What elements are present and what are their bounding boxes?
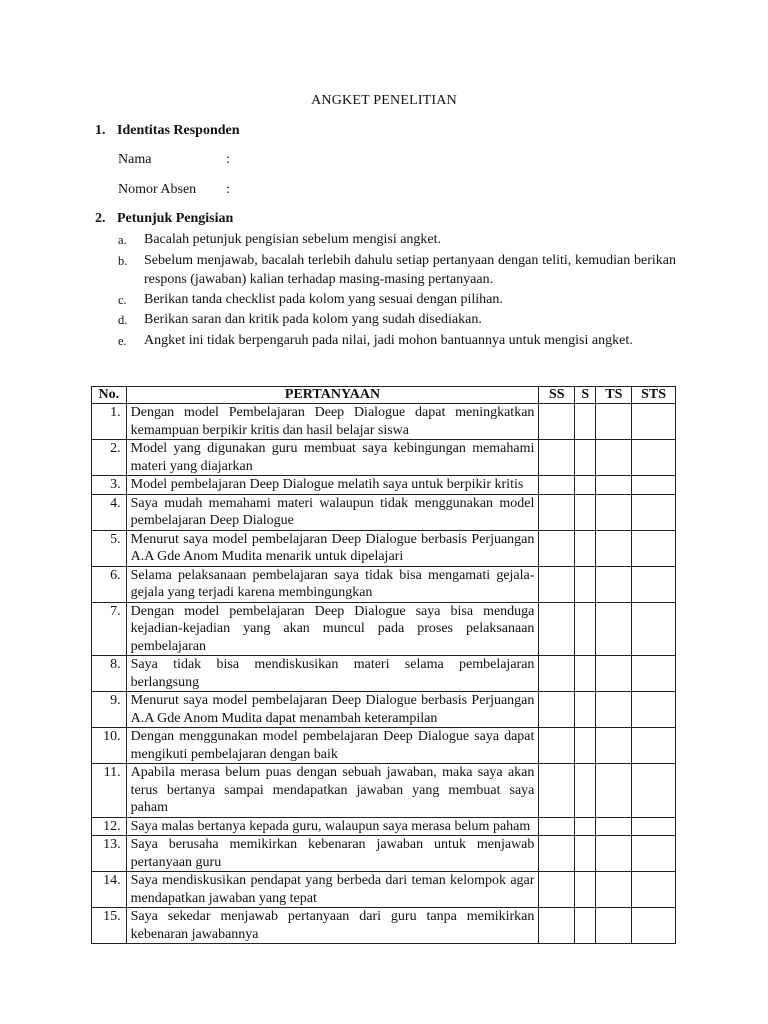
answer-cell-ss[interactable] — [539, 836, 575, 872]
table-row — [92, 566, 676, 602]
page-title: ANGKET PENELITIAN — [311, 93, 457, 108]
answer-cell-ts[interactable] — [596, 476, 632, 495]
answer-cell-ss[interactable] — [539, 404, 575, 440]
question-number: 2. — [92, 440, 127, 476]
question-number: 11. — [92, 764, 127, 818]
table-row — [92, 530, 676, 566]
answer-cell-s[interactable] — [575, 530, 596, 566]
question-text: Dengan model pembelajaran Deep Dialogue saya bisa menduga kejadian-kejadian yang akan muncul pada proses pelaksanaan pembelajaran — [126, 602, 539, 656]
questionnaire-body — [92, 404, 676, 944]
table-row — [92, 836, 676, 872]
answer-cell-ss[interactable] — [539, 602, 575, 656]
section-heading-text: Identitas Responden — [117, 123, 240, 138]
instruction-marker: c. — [118, 292, 127, 307]
instruction-marker: b. — [118, 253, 128, 268]
table-row — [92, 404, 676, 440]
table-row — [92, 728, 676, 764]
question-text: Model pembelajaran Deep Dialogue melatih saya untuk berpikir kritis — [126, 476, 539, 495]
header-question: PERTANYAAN — [126, 387, 539, 404]
instruction-marker: a. — [118, 233, 127, 247]
answer-cell-ts[interactable] — [596, 404, 632, 440]
table-header-row — [92, 387, 676, 404]
answer-cell-ts[interactable] — [596, 764, 632, 818]
instruction-item — [118, 290, 676, 311]
answer-cell-ts[interactable] — [596, 566, 632, 602]
table-row — [92, 872, 676, 908]
answer-cell-ts[interactable] — [596, 530, 632, 566]
question-number: 15. — [92, 908, 127, 944]
answer-cell-s[interactable] — [575, 404, 596, 440]
table-row — [92, 908, 676, 944]
answer-cell-sts[interactable] — [632, 656, 676, 692]
answer-cell-s[interactable] — [575, 908, 596, 944]
answer-cell-s[interactable] — [575, 476, 596, 495]
section-heading-text: Petunjuk Pengisian — [117, 211, 234, 226]
question-text: Saya tidak bisa mendiskusikan materi selama pembelajaran berlangsung — [126, 656, 539, 692]
answer-cell-sts[interactable] — [632, 728, 676, 764]
answer-cell-ss[interactable] — [539, 440, 575, 476]
question-number: 8. — [92, 656, 127, 692]
answer-cell-s[interactable] — [575, 836, 596, 872]
answer-cell-s[interactable] — [575, 566, 596, 602]
question-number: 10. — [92, 728, 127, 764]
answer-cell-ts[interactable] — [596, 656, 632, 692]
section-instructions-heading — [95, 211, 233, 227]
section-number: 2. — [95, 211, 106, 226]
questionnaire-table — [91, 386, 676, 944]
answer-cell-ss[interactable] — [539, 908, 575, 944]
question-text: Dengan menggunakan model pembelajaran Deep Dialogue saya dapat mengikuti pembelajaran dengan baik — [126, 728, 539, 764]
instruction-text: Berikan saran dan kritik pada kolom yang sudah disediakan. — [144, 312, 482, 327]
question-text: Apabila merasa belum puas dengan sebuah jawaban, maka saya akan terus bertanya sampai mendapatkan jawaban yang membuat saya paham — [126, 764, 539, 818]
table-row — [92, 817, 676, 836]
question-number: 14. — [92, 872, 127, 908]
field-nomor-absen[interactable] — [118, 182, 230, 198]
answer-cell-sts[interactable] — [632, 692, 676, 728]
answer-cell-ts[interactable] — [596, 728, 632, 764]
answer-cell-s[interactable] — [575, 656, 596, 692]
header-sts: STS — [632, 387, 676, 404]
answer-cell-ss[interactable] — [539, 764, 575, 818]
answer-cell-ts[interactable] — [596, 836, 632, 872]
answer-cell-s[interactable] — [575, 494, 596, 530]
question-number: 6. — [92, 566, 127, 602]
field-nama[interactable] — [118, 152, 230, 168]
answer-cell-sts[interactable] — [632, 440, 676, 476]
question-text: Saya berusaha memikirkan kebenaran jawaban untuk menjawab pertanyaan guru — [126, 836, 539, 872]
answer-cell-ts[interactable] — [596, 872, 632, 908]
field-separator: : — [226, 182, 230, 197]
answer-cell-ts[interactable] — [596, 908, 632, 944]
answer-cell-s[interactable] — [575, 692, 596, 728]
answer-cell-sts[interactable] — [632, 476, 676, 495]
answer-cell-ts[interactable] — [596, 494, 632, 530]
question-text: Saya sekedar menjawab pertanyaan dari guru tanpa memikirkan kebenaran jawabannya — [126, 908, 539, 944]
instruction-item — [118, 251, 676, 290]
answer-cell-ss[interactable] — [539, 872, 575, 908]
instruction-text: Sebelum menjawab, bacalah terlebih dahulu setiap pertanyaan dengan teliti, kemudian berikan respons (jawaban) kalian terhadap masing-masing pertanyaan. — [144, 252, 676, 287]
answer-cell-sts[interactable] — [632, 404, 676, 440]
table-row — [92, 764, 676, 818]
instruction-text: Berikan tanda checklist pada kolom yang sesuai dengan pilihan. — [144, 291, 503, 307]
answer-cell-ss[interactable] — [539, 817, 575, 836]
question-text: Selama pelaksanaan pembelajaran saya tidak bisa mengamati gejala-gejala yang terjadi karena membingungkan — [126, 566, 539, 602]
answer-cell-sts[interactable] — [632, 530, 676, 566]
answer-cell-sts[interactable] — [632, 872, 676, 908]
question-text: Saya mudah memahami materi walaupun tidak menggunakan model pembelajaran Deep Dialogue — [126, 494, 539, 530]
question-text: Menurut saya model pembelajaran Deep Dialogue berbasis Perjuangan A.A Gde Anom Mudita dapat menambah keterampilan — [126, 692, 539, 728]
answer-cell-sts[interactable] — [632, 494, 676, 530]
answer-cell-sts[interactable] — [632, 764, 676, 818]
question-number: 13. — [92, 836, 127, 872]
answer-cell-ts[interactable] — [596, 817, 632, 836]
table-row — [92, 692, 676, 728]
answer-cell-ss[interactable] — [539, 530, 575, 566]
header-no: No. — [92, 387, 127, 404]
answer-cell-sts[interactable] — [632, 836, 676, 872]
instruction-item — [118, 310, 676, 331]
table-row — [92, 476, 676, 495]
question-number: 9. — [92, 692, 127, 728]
answer-cell-sts[interactable] — [632, 817, 676, 836]
section-identity-heading — [95, 123, 240, 139]
answer-cell-sts[interactable] — [632, 908, 676, 944]
question-number: 1. — [92, 404, 127, 440]
answer-cell-ss[interactable] — [539, 656, 575, 692]
answer-cell-s[interactable] — [575, 764, 596, 818]
instruction-list — [118, 230, 676, 351]
instruction-item — [118, 230, 676, 251]
table-row — [92, 440, 676, 476]
question-text: Dengan model Pembelajaran Deep Dialogue dapat meningkatkan kemampuan berpikir kritis dan hasil belajar siswa — [126, 404, 539, 440]
answer-cell-ts[interactable] — [596, 692, 632, 728]
answer-cell-ss[interactable] — [539, 566, 575, 602]
header-ts: TS — [596, 387, 632, 404]
question-text: Menurut saya model pembelajaran Deep Dialogue berbasis Perjuangan A.A Gde Anom Mudita menarik untuk dipelajari — [126, 530, 539, 566]
answer-cell-s[interactable] — [575, 602, 596, 656]
question-number: 5. — [92, 530, 127, 566]
answer-cell-sts[interactable] — [632, 566, 676, 602]
table-row — [92, 494, 676, 530]
question-number: 12. — [92, 817, 127, 836]
question-number: 3. — [92, 476, 127, 495]
answer-cell-sts[interactable] — [632, 602, 676, 656]
question-number: 4. — [92, 494, 127, 530]
question-text: Model yang digunakan guru membuat saya kebingungan memahami materi yang diajarkan — [126, 440, 539, 476]
table-row — [92, 656, 676, 692]
answer-cell-ss[interactable] — [539, 692, 575, 728]
question-number: 7. — [92, 602, 127, 656]
answer-cell-ss[interactable] — [539, 494, 575, 530]
answer-cell-ts[interactable] — [596, 602, 632, 656]
answer-cell-s[interactable] — [575, 872, 596, 908]
instruction-item — [118, 331, 676, 352]
question-text: Saya mendiskusikan pendapat yang berbeda dari teman kelompok agar mendapatkan jawaban yang tepat — [126, 872, 539, 908]
instruction-text: Bacalah petunjuk pengisian sebelum mengisi angket. — [144, 232, 442, 247]
field-label: Nama — [118, 152, 152, 167]
answer-cell-ss[interactable] — [539, 476, 575, 495]
answer-cell-s[interactable] — [575, 728, 596, 764]
answer-cell-ts[interactable] — [596, 440, 632, 476]
header-ss: SS — [539, 387, 575, 404]
table-row — [92, 602, 676, 656]
field-label: Nomor Absen — [118, 182, 197, 197]
field-separator: : — [226, 152, 230, 167]
question-text: Saya malas bertanya kepada guru, walaupun saya merasa belum paham — [126, 817, 539, 836]
instruction-marker: d. — [118, 313, 128, 327]
header-s: S — [575, 387, 596, 404]
section-number: 1. — [95, 123, 106, 138]
answer-cell-s[interactable] — [575, 440, 596, 476]
answer-cell-ss[interactable] — [539, 728, 575, 764]
instruction-marker: e. — [118, 333, 127, 348]
answer-cell-s[interactable] — [575, 817, 596, 836]
instruction-text: Angket ini tidak berpengaruh pada nilai, jadi mohon bantuannya untuk mengisi angket. — [144, 332, 633, 348]
